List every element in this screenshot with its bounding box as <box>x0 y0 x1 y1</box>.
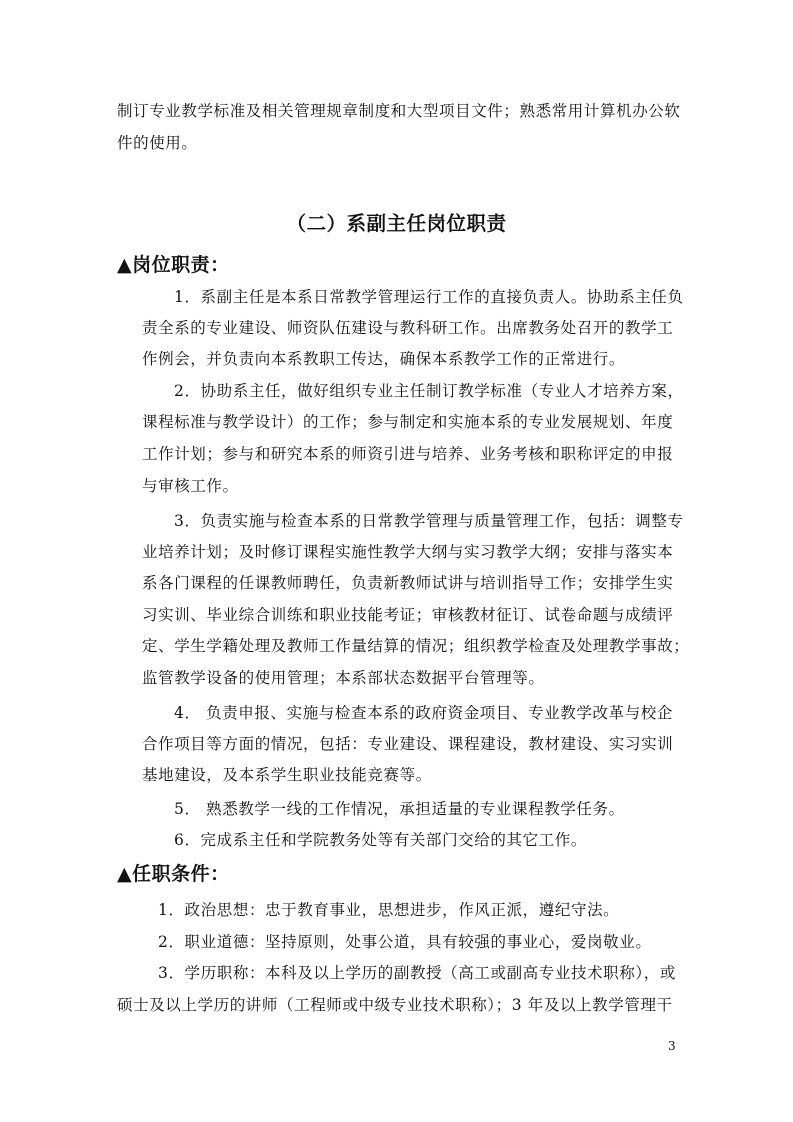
duty-5-line-1: 5． 熟悉教学一线的工作情况，承担适量的专业课程教学任务。 <box>174 800 625 818</box>
duty-1-line-1: 1．系副主任是本系日常教学管理运行工作的直接负责人。协助系主任负 <box>174 288 684 306</box>
intro-line-1: 制订专业教学标准及相关管理规章制度和大型项目文件；熟悉常用计算机办公软 <box>117 102 681 120</box>
requirement-1-line-1: 1．政治思想：忠于教育事业，思想进步，作风正派，遵纪守法。 <box>158 901 620 919</box>
requirement-3-line-2: 硕士及以上学历的讲师（工程师或中级专业技术职称）；3 年及以上教学管理干 <box>117 996 673 1014</box>
duty-4-line-2: 合作项目等方面的情况，包括：专业建设、课程建设，教材建设、实习实训 <box>142 735 674 753</box>
duty-3-line-5: 定、学生学籍处理及教师工作量结算的情况；组织教学检查及处理教学事故； <box>142 637 690 655</box>
duty-4-line-1: 4． 负责申报、实施与检查本系的政府资金项目、专业教学改革与校企 <box>174 704 673 722</box>
duty-3-line-2: 业培养计划；及时修订课程实施性教学大纲与实习教学大纲；安排与落实本 <box>142 543 674 561</box>
duties-title: ▲岗位职责： <box>117 254 230 276</box>
intro-line-2: 件的使用。 <box>117 134 198 152</box>
duty-1-line-3: 作例会，并负责向本系教职工传达，确保本系教学工作的正常进行。 <box>142 350 626 368</box>
section-heading: （二）系副主任岗位职责 <box>286 212 507 235</box>
requirement-3-line-1: 3．学历职称：本科及以上学历的副教授（高工或副高专业技术职称），或 <box>158 964 676 982</box>
duty-3-line-1: 3．负责实施与检查本系的日常教学管理与质量管理工作，包括：调整专 <box>174 512 684 530</box>
duty-6-line-1: 6．完成系主任和学院教务处等有关部门交给的其它工作。 <box>174 831 587 849</box>
duty-2-line-3: 工作计划；参与和研究本系的师资引进与培养、业务考核和职称评定的申报 <box>142 445 674 463</box>
duty-2-line-2: 课程标准与教学设计）的工作；参与制定和实施本系的专业发展规划、年度 <box>142 413 674 431</box>
duty-4-line-3: 基地建设，及本系学生职业技能竞赛等。 <box>142 766 432 784</box>
duty-1-line-2: 责全系的专业建设、师资队伍建设与教科研工作。出席教务处召开的教学工 <box>142 319 674 337</box>
duty-3-line-6: 监管教学设备的使用管理；本系部状态数据平台管理等。 <box>142 669 545 687</box>
page-number: 3 <box>668 1039 676 1053</box>
duty-3-line-3: 系各门课程的任课教师聘任，负责新教师试讲与培训指导工作；安排学生实 <box>142 574 674 592</box>
requirements-title: ▲任职条件： <box>117 863 230 885</box>
duty-2-line-1: 2．协助系主任，做好组织专业主任制订教学标准（专业人才培养方案， <box>174 382 684 400</box>
requirement-2-line-1: 2．职业道德：坚持原则，处事公道，具有较强的事业心，爱岗敬业。 <box>158 933 652 951</box>
duty-2-line-4: 与审核工作。 <box>142 477 239 495</box>
duty-3-line-4: 习实训、毕业综合训练和职业技能考证；审核教材征订、试卷命题与成绩评 <box>142 606 674 624</box>
